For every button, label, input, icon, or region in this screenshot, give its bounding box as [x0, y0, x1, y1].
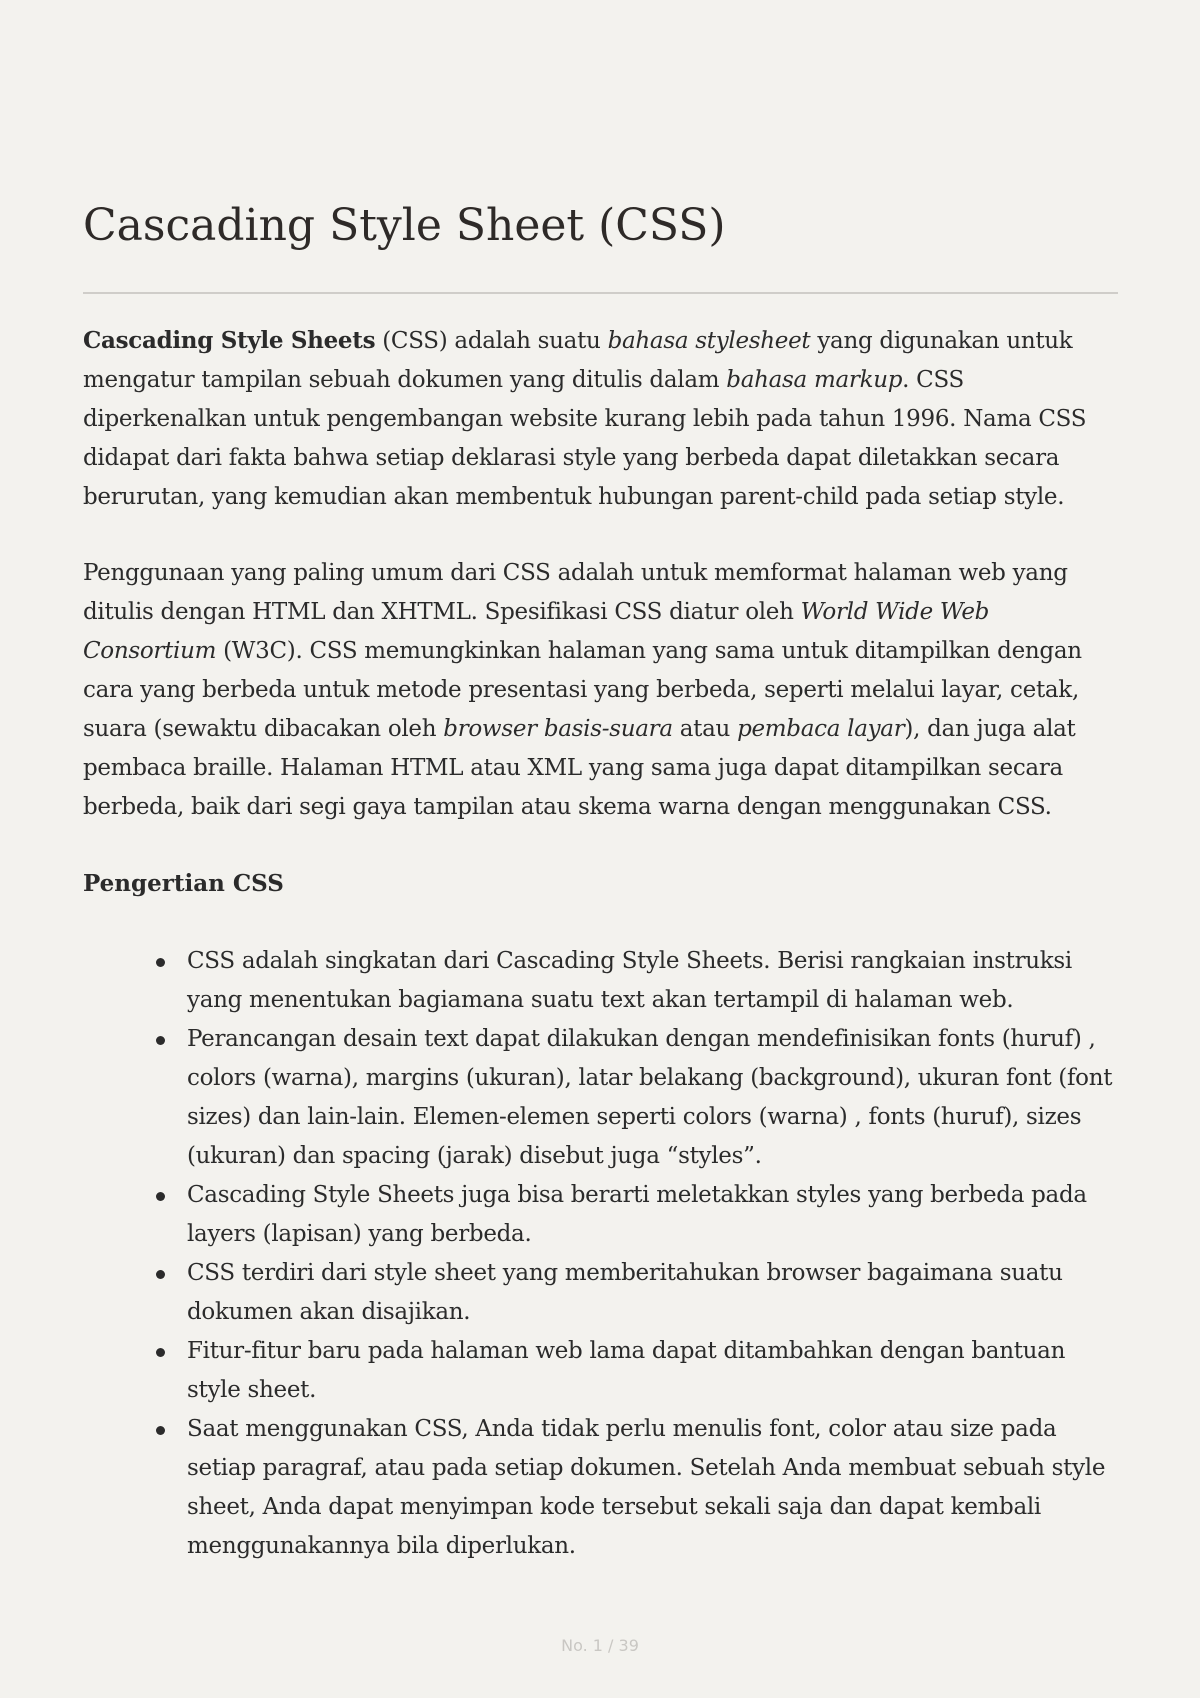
list-item — [83, 1254, 1118, 1332]
list-item — [83, 1332, 1118, 1410]
list-item — [83, 1176, 1118, 1254]
definition-list — [83, 942, 1118, 1566]
paragraph-text: yang digunakan untuk mengatur tampilan sebuah dokumen yang ditulis dalam — [83, 328, 1073, 393]
emphasis-text: browser basis-suara — [443, 716, 673, 742]
emphasis-text: bahasa stylesheet — [607, 328, 811, 354]
page-number: No. 1 / 39 — [561, 1636, 639, 1655]
paragraph-text: . CSS diperkenalkan untuk pengembangan website kurang lebih pada tahun 1996. Nama CSS didapat dari fakta bahwa setiap deklarasi style yang berbeda dapat diletakkan secara berurutan, yang kemudian akan membentuk hubungan parent-child pada setiap style. — [83, 367, 1087, 510]
page-title: Cascading Style Sheet (CSS) — [83, 200, 726, 251]
intro-paragraph — [83, 321, 1118, 517]
title-divider — [83, 292, 1118, 294]
bullet-icon — [156, 1348, 165, 1357]
paragraph-text: Penggunaan yang paling umum dari CSS adalah untuk memformat halaman web yang ditulis dengan HTML dan XHTML. Spesifikasi CSS diatur oleh — [83, 560, 1068, 625]
bullet-icon — [156, 1192, 165, 1201]
bullet-icon — [156, 1426, 165, 1435]
list-item-text: Cascading Style Sheets juga bisa berarti meletakkan styles yang berbeda pada layers (lapisan) yang berbeda. — [187, 1182, 1087, 1247]
list-item-text: CSS adalah singkatan dari Cascading Style Sheets. Berisi rangkaian instruksi yang menentukan bagiamana suatu text akan tertampil di halaman web. — [187, 948, 1072, 1013]
list-item-text: Saat menggunakan CSS, Anda tidak perlu menulis font, color atau size pada setiap paragraf, atau pada setiap dokumen. Setelah Anda membuat sebuah style sheet, Anda dapat menyimpan kode tersebut sekali saja dan dapat kembali menggunakannya bila diperlukan. — [187, 1416, 1106, 1559]
list-item — [83, 1020, 1118, 1176]
bullet-icon — [156, 958, 165, 967]
list-item-text: Fitur-fitur baru pada halaman web lama dapat ditambahkan dengan bantuan style sheet. — [187, 1338, 1066, 1403]
term-css: Cascading Style Sheets — [83, 327, 376, 354]
paragraph-text: (W3C). CSS memungkinkan halaman yang sama untuk ditampilkan dengan cara yang berbeda untuk metode presentasi yang berbeda, seperti melalui layar, cetak, suara (sewaktu dibacakan oleh — [83, 638, 1082, 742]
section-heading: Pengertian CSS — [83, 870, 284, 897]
emphasis-text: pembaca layar — [737, 716, 905, 742]
list-item — [83, 942, 1118, 1020]
list-item-text: CSS terdiri dari style sheet yang memberitahukan browser bagaimana suatu dokumen akan disajikan. — [187, 1260, 1063, 1325]
usage-paragraph — [83, 554, 1118, 827]
bullet-icon — [156, 1036, 165, 1045]
paragraph-text: (CSS) adalah suatu — [375, 328, 608, 354]
list-item-text: Perancangan desain text dapat dilakukan dengan mendefinisikan fonts (huruf) , colors (warna), margins (ukuran), latar belakang (background), ukuran font (font sizes) dan lain-lain. Elemen-elemen seperti colors (warna) , fonts (huruf), sizes (ukuran) dan spacing (jarak) disebut juga “styles”. — [187, 1026, 1113, 1169]
bullet-icon — [156, 1270, 165, 1279]
emphasis-text: bahasa markup — [726, 367, 903, 393]
paragraph-text: atau — [672, 716, 738, 742]
list-item — [83, 1410, 1118, 1566]
paragraph-text: ), dan juga alat pembaca braille. Halaman HTML atau XML yang sama juga dapat ditampilkan secara berbeda, baik dari segi gaya tampilan atau skema warna dengan menggunakan CSS. — [83, 716, 1076, 820]
emphasis-text: World Wide Web Consortium — [83, 599, 990, 664]
